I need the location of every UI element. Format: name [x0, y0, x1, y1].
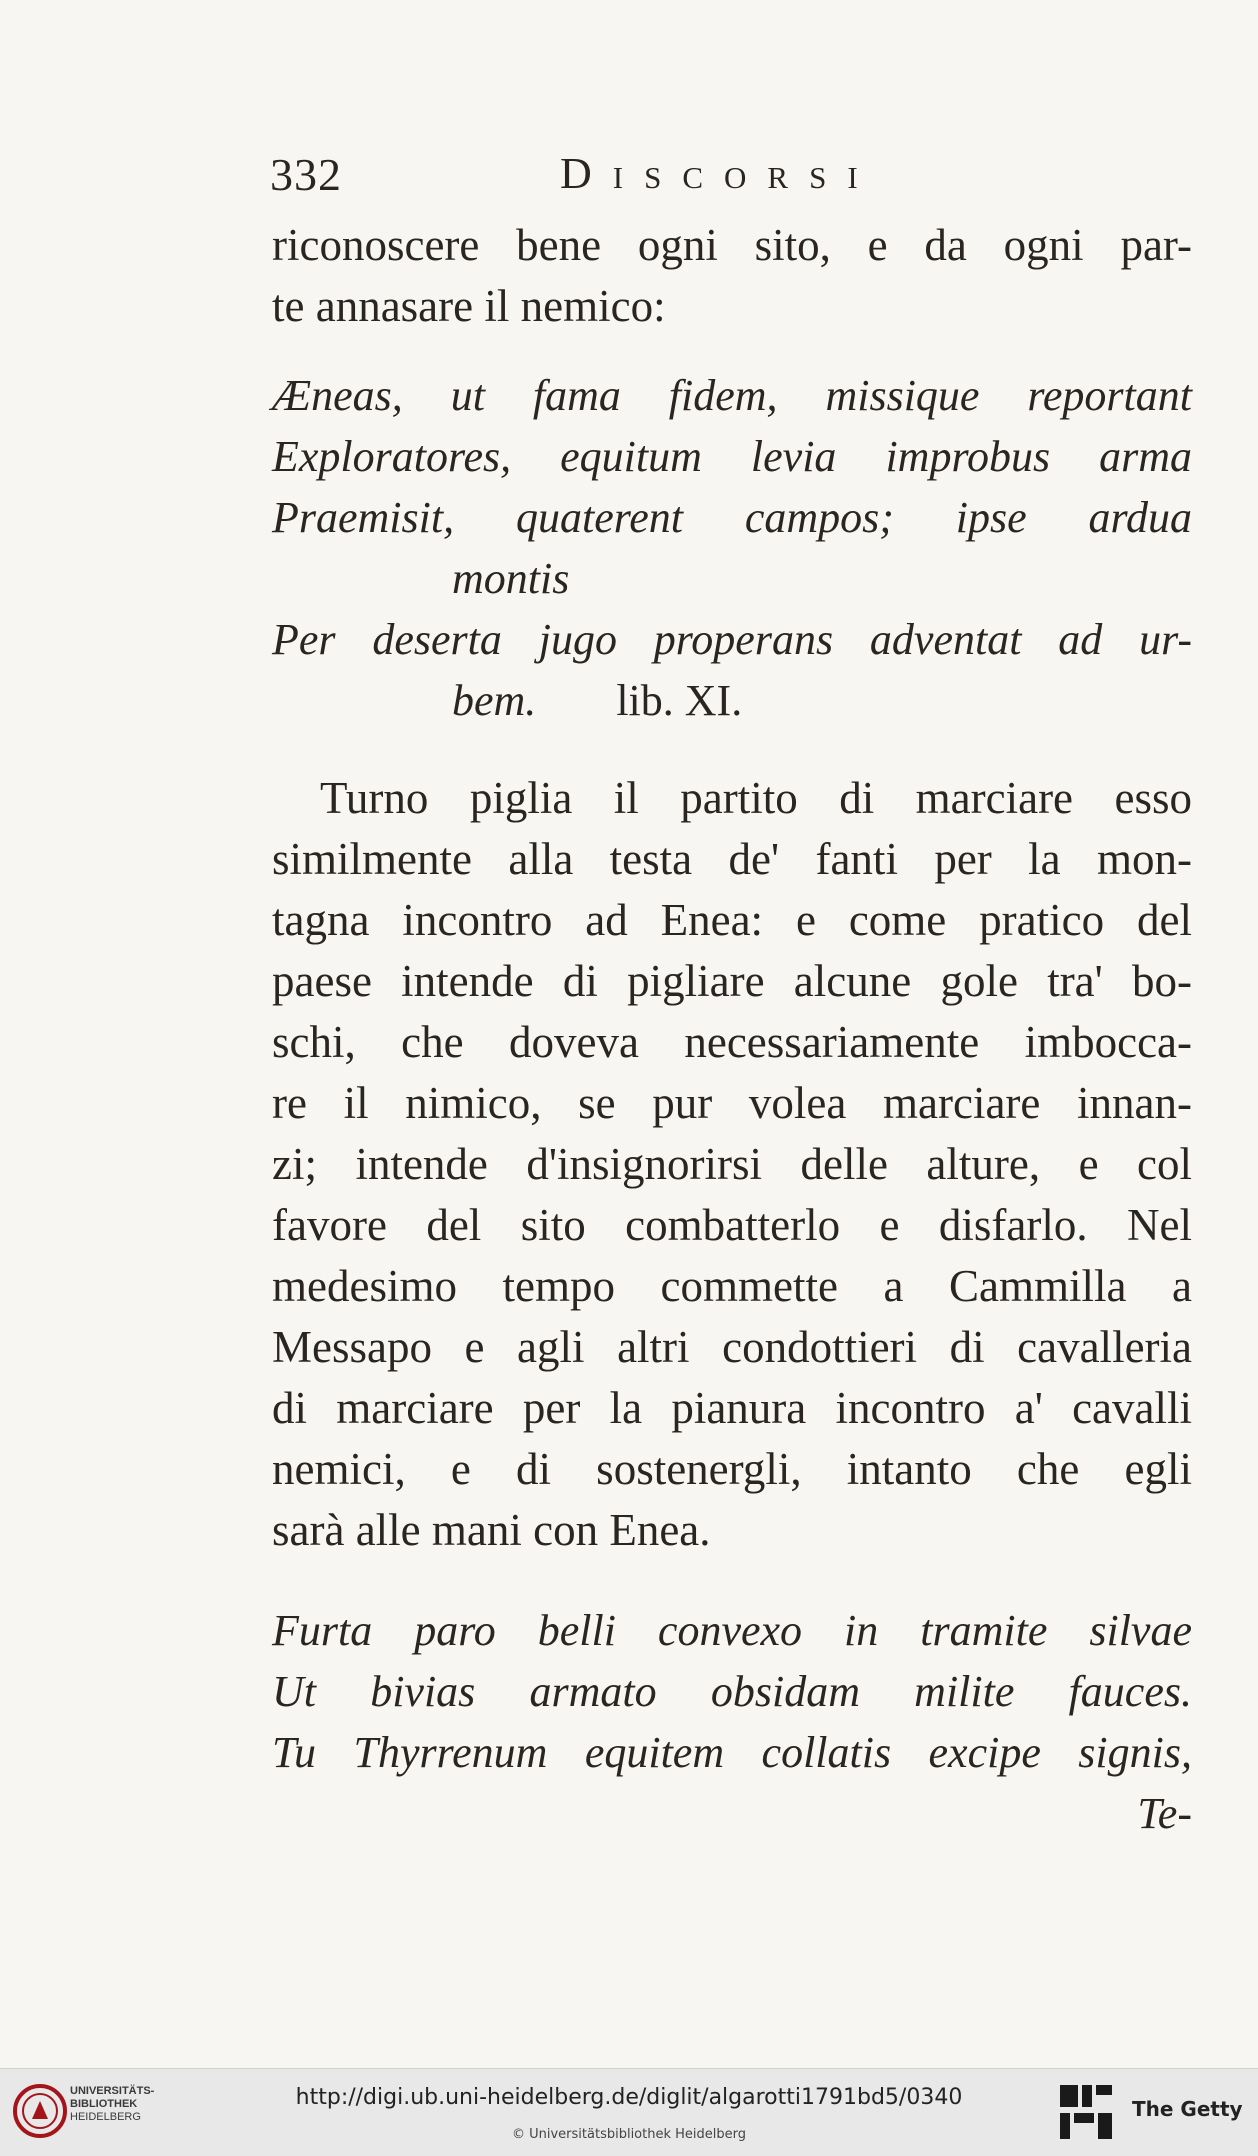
page-number: 332 [270, 149, 342, 200]
catchword: Te- [1137, 1789, 1192, 1838]
copyright-notice: © Universitätsbibliothek Heidelberg [511, 2127, 746, 2142]
text-line: schi, che doveva necessariamente imbocca- [272, 1017, 1192, 1067]
text-line: te annasare il nemico: [272, 281, 666, 331]
institution-name: UNIVERSITÄTS- BIBLIOTHEK HEIDELBERG [70, 2085, 155, 2123]
text-line: riconoscere bene ogni sito, e da ogni par- [272, 220, 1192, 270]
prose-main [272, 768, 1192, 1561]
text-line: favore del sito combatterlo e disfarlo. Nel [272, 1200, 1192, 1250]
text-line: paese intende di pigliare alcune gole tra' bo- [272, 956, 1192, 1006]
book-reference: lib. XI. [616, 676, 743, 725]
text-line: Turno piglia il partito di marciare esso [320, 773, 1192, 823]
viewer-footer [0, 2068, 1258, 2156]
verse-line: Per deserta jugo properans adventat ad ur- [272, 615, 1192, 664]
prose-top [272, 215, 1192, 337]
verse-line: Exploratores, equitum levia improbus arma [272, 432, 1192, 481]
verse-line: Tu Thyrrenum equitem collatis excipe signis, [272, 1728, 1192, 1777]
verse-line: Æneas, ut fama fidem, missique reportant [272, 371, 1192, 420]
partner-name: The Getty [1132, 2097, 1243, 2121]
page-heading: Discorsi [560, 149, 879, 198]
verse-line: montis [452, 554, 570, 603]
verse-quotation-1 [272, 370, 1192, 736]
text-line: medesimo tempo commette a Cammilla a [272, 1261, 1192, 1311]
text-line: sarà alle mani con Enea. [272, 1505, 711, 1555]
text-line: similmente alla testa de' fanti per la mon- [272, 834, 1192, 884]
getty-logo-icon [1058, 2083, 1114, 2141]
verse-line-with-reference [272, 675, 1192, 736]
verse-text: bem. [452, 676, 537, 725]
running-head [270, 148, 990, 208]
verse-line: Furta paro belli convexo in tramite silvae [272, 1606, 1192, 1655]
text-line: tagna incontro ad Enea: e come pratico del [272, 895, 1192, 945]
permalink-url[interactable]: http://digi.ub.uni-heidelberg.de/diglit/algarotti1791bd5/0340 [295, 2085, 963, 2110]
verse-quotation-2 [272, 1605, 1192, 1849]
verse-line: Ut bivias armato obsidam milite fauces. [272, 1667, 1192, 1716]
text-line: Messapo e agli altri condottieri di cavalleria [272, 1322, 1192, 1372]
text-line: zi; intende d'insignorirsi delle alture, e col [272, 1139, 1192, 1189]
verse-line: Praemisit, quaterent campos; ipse ardua [272, 493, 1192, 542]
text-line: di marciare per la pianura incontro a' cavalli [272, 1383, 1192, 1433]
text-line: re il nimico, se pur volea marciare innan- [272, 1078, 1192, 1128]
text-line: nemici, e di sostenergli, intanto che egli [272, 1444, 1192, 1494]
